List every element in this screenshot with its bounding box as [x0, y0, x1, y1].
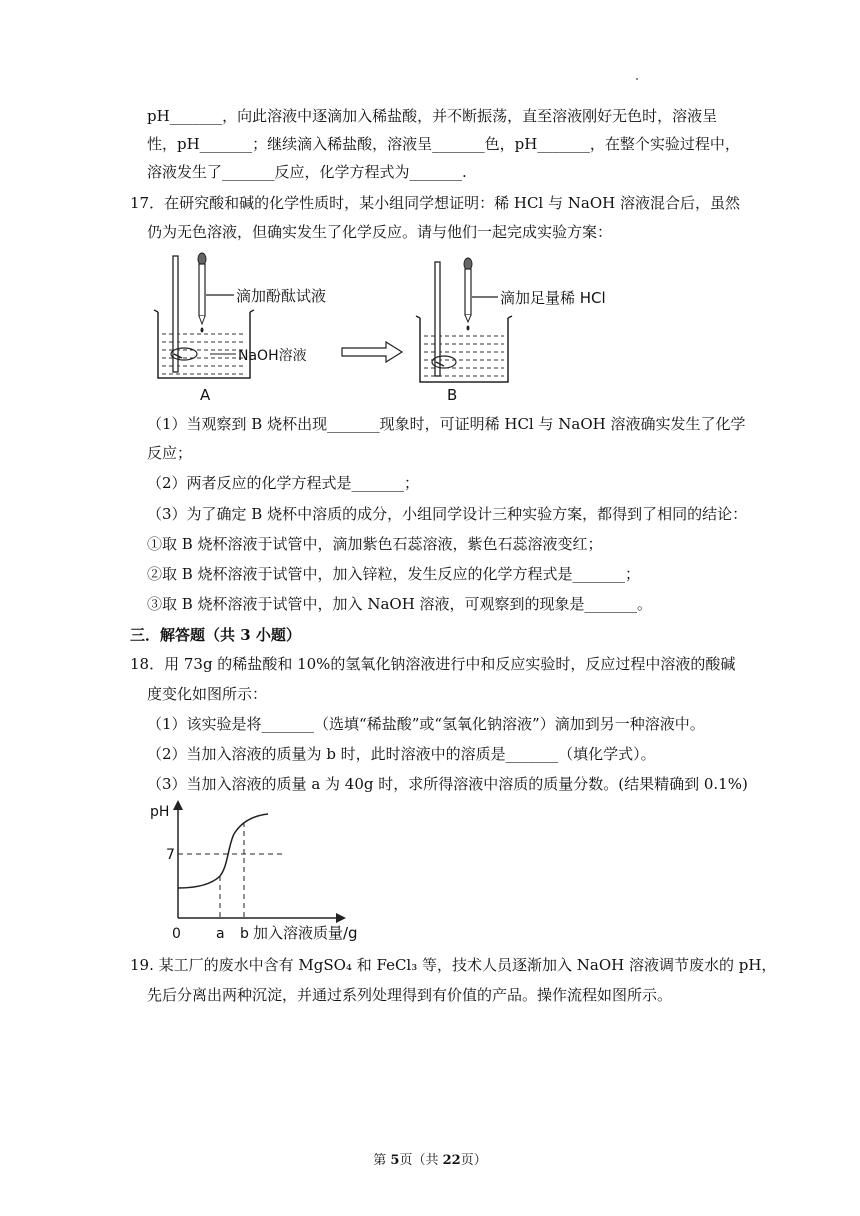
ph-titration-graph: [140, 796, 370, 946]
footer-mid: 页（共: [399, 1153, 443, 1168]
q18-stem-line-1: 18．用 73g 的稀盐酸和 10%的氢氧化钠溶液进行中和反应实验时，反应过程中溶液的酸碱: [130, 655, 736, 673]
x-axis-arrow-icon: [336, 913, 346, 923]
x-tick-a: a: [216, 926, 225, 942]
beaker-b: [416, 258, 512, 382]
ph-curve: [178, 814, 268, 888]
q18-part-2: （2）当加入溶液的质量为 b 时，此时溶液中的溶质是_______（填化学式）。: [147, 745, 656, 763]
x-tick-b: b: [240, 926, 249, 942]
q17-stem-line-2: 仍为无色溶液，但确实发生了化学反应。请与他们一起完成实验方案：: [147, 223, 613, 241]
origin-label: 0: [172, 926, 181, 942]
stirring-rod-b: [435, 262, 440, 376]
y-tick-7: 7: [166, 847, 175, 863]
q19-stem-line-1: 19. 某工厂的废水中含有 MgSO₄ 和 FeCl₃ 等，技术人员逐渐加入 NaOH 溶液调节废水的 pH，: [130, 956, 777, 974]
transfer-arrow: [342, 342, 402, 362]
q18-part-1: （1）该实验是将_______（选填“稀盐酸”或“氢氧化钠溶液”）滴加到另一种溶液中。: [147, 715, 705, 733]
q17-part-3: （3）为了确定 B 烧杯中溶质的成分，小组同学设计三种实验方案，都得到了相同的结论：: [147, 505, 748, 523]
footer-prefix: 第: [373, 1153, 391, 1168]
footer-suffix: 页）: [460, 1153, 487, 1168]
label-a-dropper: 滴加酚酞试液: [236, 287, 327, 305]
q18-stem-line-2: 度变化如图所示：: [147, 685, 268, 703]
q16-line-1: pH_______，向此溶液中逐滴加入稀盐酸，并不断振荡，直至溶液刚好无色时，溶液呈: [147, 107, 718, 125]
q16-line-3: 溶液发生了_______反应，化学方程式为_______.: [147, 163, 467, 181]
q17-stem-line-1: 17．在研究酸和碱的化学性质时，某小组同学想证明：稀 HCl 与 NaOH 溶液混合后，虽然: [130, 194, 740, 212]
y-axis-arrow-icon: [173, 800, 183, 810]
page-footer: [0, 1152, 860, 1170]
x-axis-label: 加入溶液质量/g: [253, 924, 358, 942]
q17-part-1a: （1）当观察到 B 烧杯出现_______现象时，可证明稀 HCl 与 NaOH 溶液确实发生了化学: [147, 415, 746, 433]
q17-scheme-1: ①取 B 烧杯溶液于试管中，滴加紫色石蕊溶液，紫色石蕊溶液变红；: [147, 535, 603, 553]
q17-part-2: （2）两者反应的化学方程式是_______；: [147, 474, 420, 492]
label-b-dropper: 滴加足量稀 HCl: [500, 289, 606, 307]
label-a-solution: NaOH溶液: [238, 348, 307, 364]
q18-part-3: （3）当加入溶液的质量 a 为 40g 时，求所得溶液中溶质的质量分数。(结果精确到 0.1%): [147, 775, 748, 793]
q17-scheme-3: ③取 B 烧杯溶液于试管中，加入 NaOH 溶液，可观察到的现象是_______。: [147, 595, 653, 613]
page-speck: [636, 78, 638, 80]
q16-line-2: 性，pH_______；继续滴入稀盐酸，溶液呈_______色，pH_______，在整个实验过程中，: [147, 135, 740, 153]
q19-stem-line-2: 先后分离出两种沉淀，并通过系列处理得到有价值的产品。操作流程如图所示。: [147, 986, 673, 1004]
current-page-number: 5: [390, 1153, 400, 1168]
beaker-experiment-figure: [150, 250, 630, 402]
caption-b: B: [447, 386, 458, 402]
q17-scheme-2: ②取 B 烧杯溶液于试管中，加入锌粒，发生反应的化学方程式是_______；: [147, 565, 641, 583]
total-page-number: 22: [442, 1153, 461, 1168]
y-axis-label: pH: [150, 804, 170, 820]
caption-a: A: [200, 386, 211, 402]
section-3-heading: 三．解答题（共 3 小题）: [130, 626, 301, 644]
q17-part-1b: 反应；: [147, 444, 193, 462]
